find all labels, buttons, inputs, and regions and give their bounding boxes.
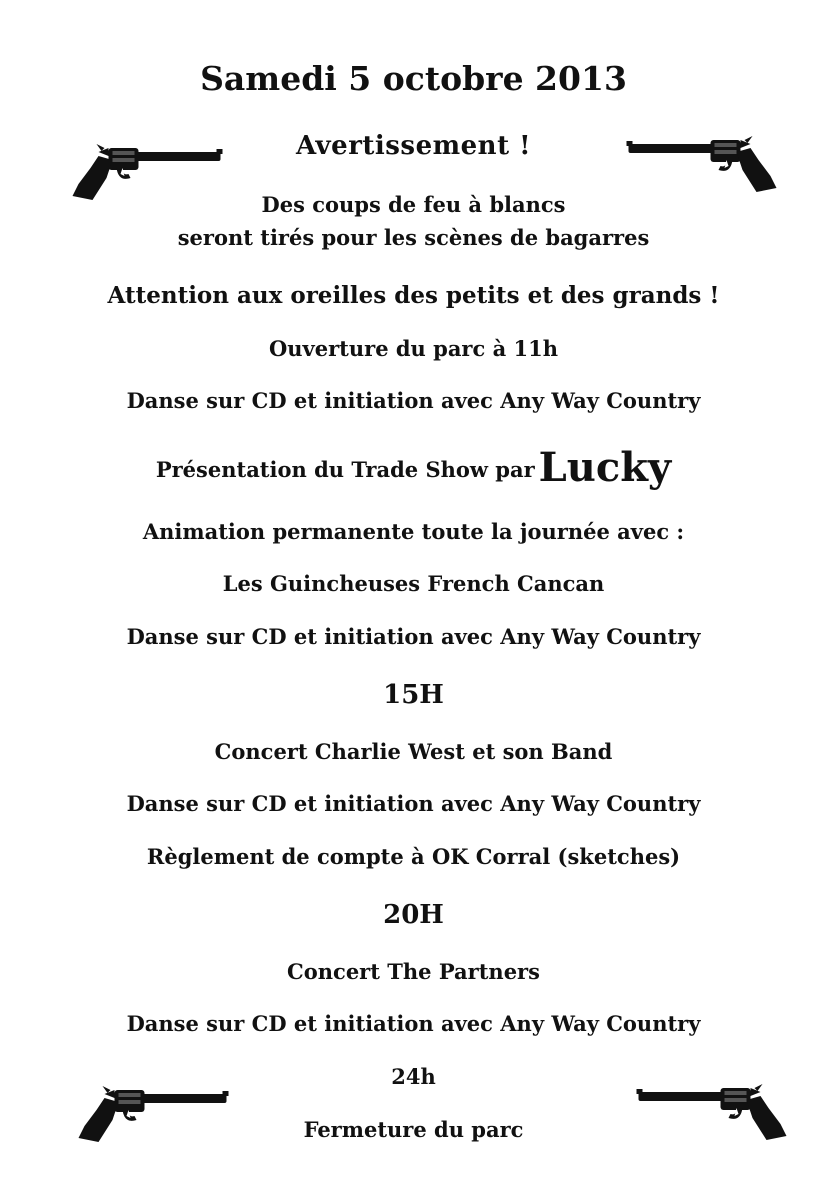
animation-line: Animation permanente toute la journée avec : <box>142 519 685 544</box>
warning-heading: Avertissement ! <box>295 131 532 161</box>
presenter-name: Lucky <box>538 444 672 491</box>
concert-2: Concert The Partners <box>287 959 540 984</box>
warning-line-1: Des coups de feu à blancs <box>261 192 566 217</box>
dance-line-4: Danse sur CD et initiation avec Any Way Country <box>126 1011 701 1036</box>
dance-line-2: Danse sur CD et initiation avec Any Way Country <box>126 624 701 649</box>
closing-line: Fermeture du parc <box>303 1117 524 1142</box>
hour-15: 15H <box>383 680 444 710</box>
hour-24: 24h <box>391 1064 436 1089</box>
presentation-line <box>0 444 827 491</box>
okcorral-line: Règlement de compte à OK Corral (sketches) <box>146 844 681 869</box>
cancan-line: Les Guincheuses French Cancan <box>222 571 605 596</box>
hour-20: 20H <box>383 900 444 930</box>
presentation-prefix: Présentation du Trade Show par <box>155 457 535 482</box>
dance-line-3: Danse sur CD et initiation avec Any Way Country <box>126 791 701 816</box>
page-title: Samedi 5 octobre 2013 <box>200 59 627 98</box>
warning-line-2: seront tirés pour les scènes de bagarres <box>177 225 650 250</box>
ears-warning: Attention aux oreilles des petits et des grands ! <box>107 282 720 309</box>
opening-time: Ouverture du parc à 11h <box>268 336 559 361</box>
dance-line-1: Danse sur CD et initiation avec Any Way Country <box>126 388 701 413</box>
concert-1: Concert Charlie West et son Band <box>214 739 613 764</box>
